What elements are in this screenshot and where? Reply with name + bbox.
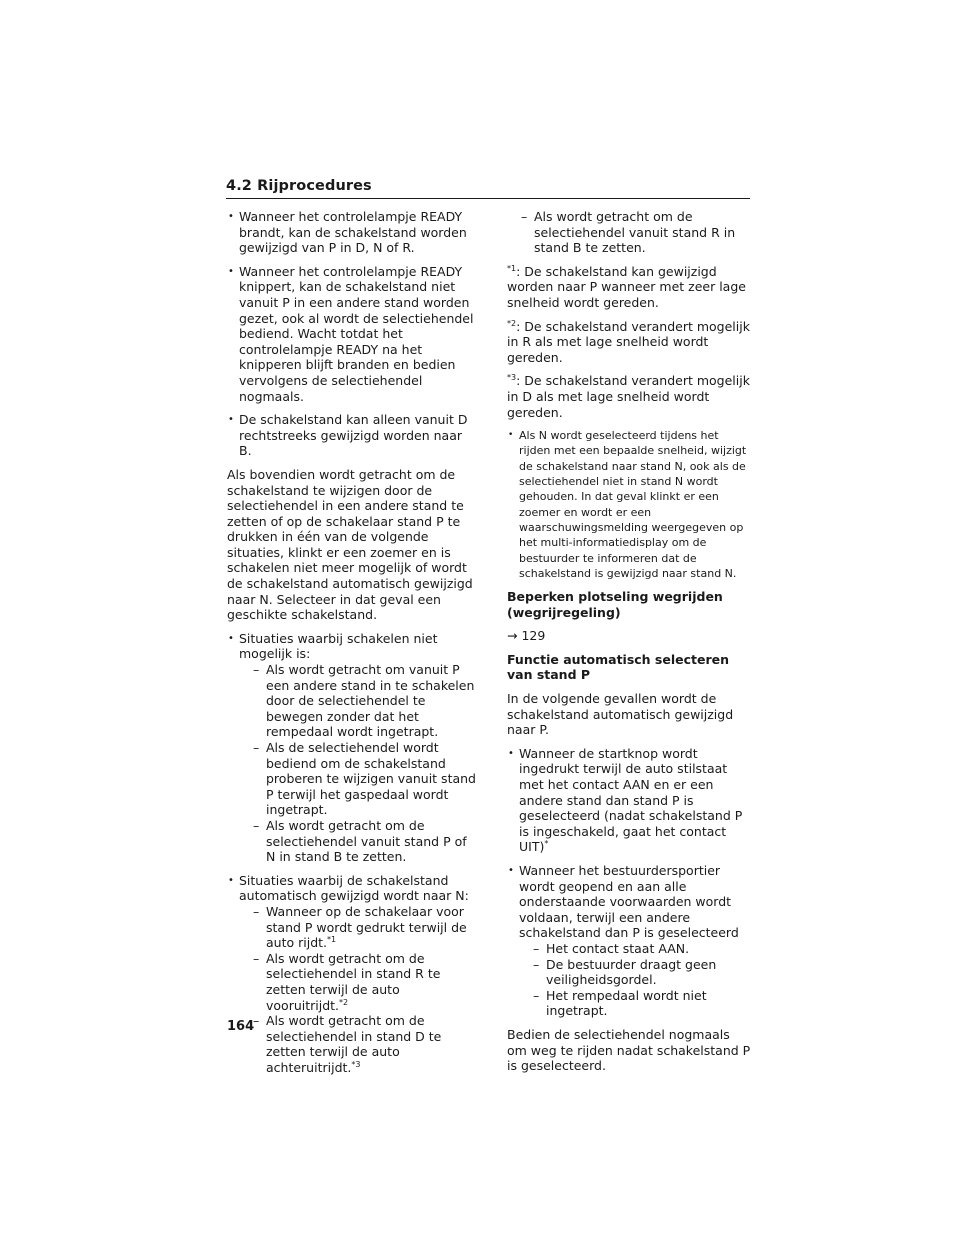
footnote-text: : De schakelstand kan gewijzigd worden naar P wanneer met zeer lage snelheid wordt gereden.	[507, 263, 746, 310]
dash-item: – Als wordt getracht om vanuit P een andere stand in te schakelen door de selectiehendel te bewegen zonder dat het rempedaal wordt ingetrapt.	[239, 662, 477, 740]
dash-item: – Het rempedaal wordt niet ingetrapt.	[519, 988, 752, 1019]
body-paragraph: Als bovendien wordt getracht om de schakelstand te wijzigen door de selectiehendel in een andere stand te zetten of op de schakelaar stand P te drukken in één van de volgende situaties, klinkt er een zoemer en is schakelen niet meer mogelijk of wordt de schakelstand automatisch gewijzigd naar N. Selecteer in dat geval een geschikte schakelstand.	[227, 466, 473, 623]
header-divider	[226, 198, 750, 199]
footnote-mark: *3	[351, 1059, 361, 1069]
footnote-mark: *	[544, 839, 549, 849]
dash-item	[239, 904, 477, 951]
footnote-mark: *2	[507, 318, 517, 328]
bullet-list-situations	[227, 631, 477, 1076]
section-header	[226, 178, 750, 199]
dash-text: Als wordt getracht om de selectiehendel in stand D te zetten terwijl de auto achteruitrijdt.	[266, 1013, 442, 1075]
list-item: • Wanneer het controlelampje READY knippert, kan de schakelstand niet vanuit P in een andere stand worden gezet, ook al wordt de selectiehendel bediend. Wacht totdat het controlelampje READY na het knipperen blijft branden en bedien vervolgens de selectiehendel nogmaals.	[227, 264, 477, 404]
dash-item: – Als wordt getracht om de selectiehendel vanuit stand P of N in stand B te zetten.	[239, 818, 477, 865]
situation-label: Situaties waarbij de schakelstand automatisch gewijzigd wordt naar N:	[239, 872, 469, 904]
closing-paragraph: Bedien de selectiehendel nogmaals om weg te rijden nadat schakelstand P is geselecteerd.	[507, 1026, 751, 1074]
right-column	[507, 209, 752, 1082]
footnote-text: : De schakelstand verandert mogelijk in R als met lage snelheid wordt gereden.	[507, 318, 750, 365]
footnote-text: : De schakelstand verandert mogelijk in D als met lage snelheid wordt gereden.	[507, 373, 750, 420]
dash-list-continued	[507, 209, 752, 256]
dash-item: – Als wordt getracht om de selectiehendel vanuit stand R in stand B te zetten.	[507, 209, 752, 256]
situation-label: Situaties waarbij schakelen niet mogelijk is:	[239, 630, 438, 662]
subheading-wegrijregeling: Beperken plotseling wegrijden (wegrijregeling)	[507, 589, 723, 620]
footnote	[507, 264, 752, 311]
body-paragraph: In de volgende gevallen wordt de schakelstand automatisch gewijzigd naar P.	[507, 691, 734, 738]
subheading-auto-p: Functie automatisch selecteren van stand P	[507, 651, 730, 683]
dash-text: Als wordt getracht om de selectiehendel in stand R te zetten terwijl de auto vooruitrijdt.	[266, 950, 441, 1013]
footnote-mark: *1	[507, 263, 517, 273]
page-number: 164	[227, 1019, 255, 1034]
section-title: 4.2 Rijprocedures	[226, 178, 372, 194]
dash-item	[239, 951, 477, 1013]
left-column	[227, 209, 477, 1083]
list-item	[227, 631, 477, 865]
dash-text: Wanneer op de schakelaar voor stand P wordt gedrukt terwijl de auto rijdt.	[266, 903, 467, 951]
list-item	[227, 873, 477, 1076]
dash-item: – Als de selectiehendel wordt bediend om de schakelstand proberen te wijzigen vanuit stand P terwijl het gaspedaal wordt ingetrapt.	[239, 740, 477, 818]
dash-list	[519, 941, 752, 1019]
bullet-list-top	[227, 209, 477, 459]
dash-list	[239, 662, 477, 865]
list-item	[507, 746, 752, 855]
note-item: • Als N wordt geselecteerd tijdens het rijden met een bepaalde snelheid, wijzigt de schakelstand naar stand N, ook als de selectiehendel niet in stand N wordt gehouden. In dat geval klinkt er een zoemer en wordt er een waarschuwingsmelding weergegeven op het multi-informatiedisplay om de bestuurder te informeren dat de schakelstand is gewijzigd naar stand N.	[507, 428, 752, 581]
page-reference-link[interactable]: → 129	[507, 628, 546, 644]
dash-item	[239, 1013, 477, 1075]
footnote-mark: *2	[339, 997, 349, 1007]
dash-item: – De bestuurder draagt geen veiligheidsgordel.	[519, 957, 752, 988]
footnote	[507, 373, 752, 420]
list-item: • Wanneer het controlelampje READY brandt, kan de schakelstand worden gewijzigd van P in D, N of R.	[227, 209, 477, 256]
list-item	[507, 863, 752, 1019]
bullet-text: Wanneer de startknop wordt ingedrukt terwijl de auto stilstaat met het contact AAN en er een andere stand dan stand P is geselecteerd (nadat schakelstand P is ingeschakeld, gaat het contact UIT)	[519, 745, 743, 855]
bullet-list-auto-p	[507, 746, 752, 1019]
bullet-text: Wanneer het bestuurdersportier wordt geopend en aan alle onderstaande voorwaarden wordt voldaan, terwijl een andere schakelstand dan P is geselecteerd	[519, 863, 739, 941]
footnote	[507, 319, 752, 366]
list-item: • De schakelstand kan alleen vanuit D rechtstreeks gewijzigd worden naar B.	[227, 412, 477, 459]
dash-item: – Het contact staat AAN.	[519, 941, 752, 957]
dash-list	[239, 904, 477, 1076]
footnote-mark: *1	[327, 934, 337, 944]
footnote-mark: *3	[507, 373, 517, 383]
